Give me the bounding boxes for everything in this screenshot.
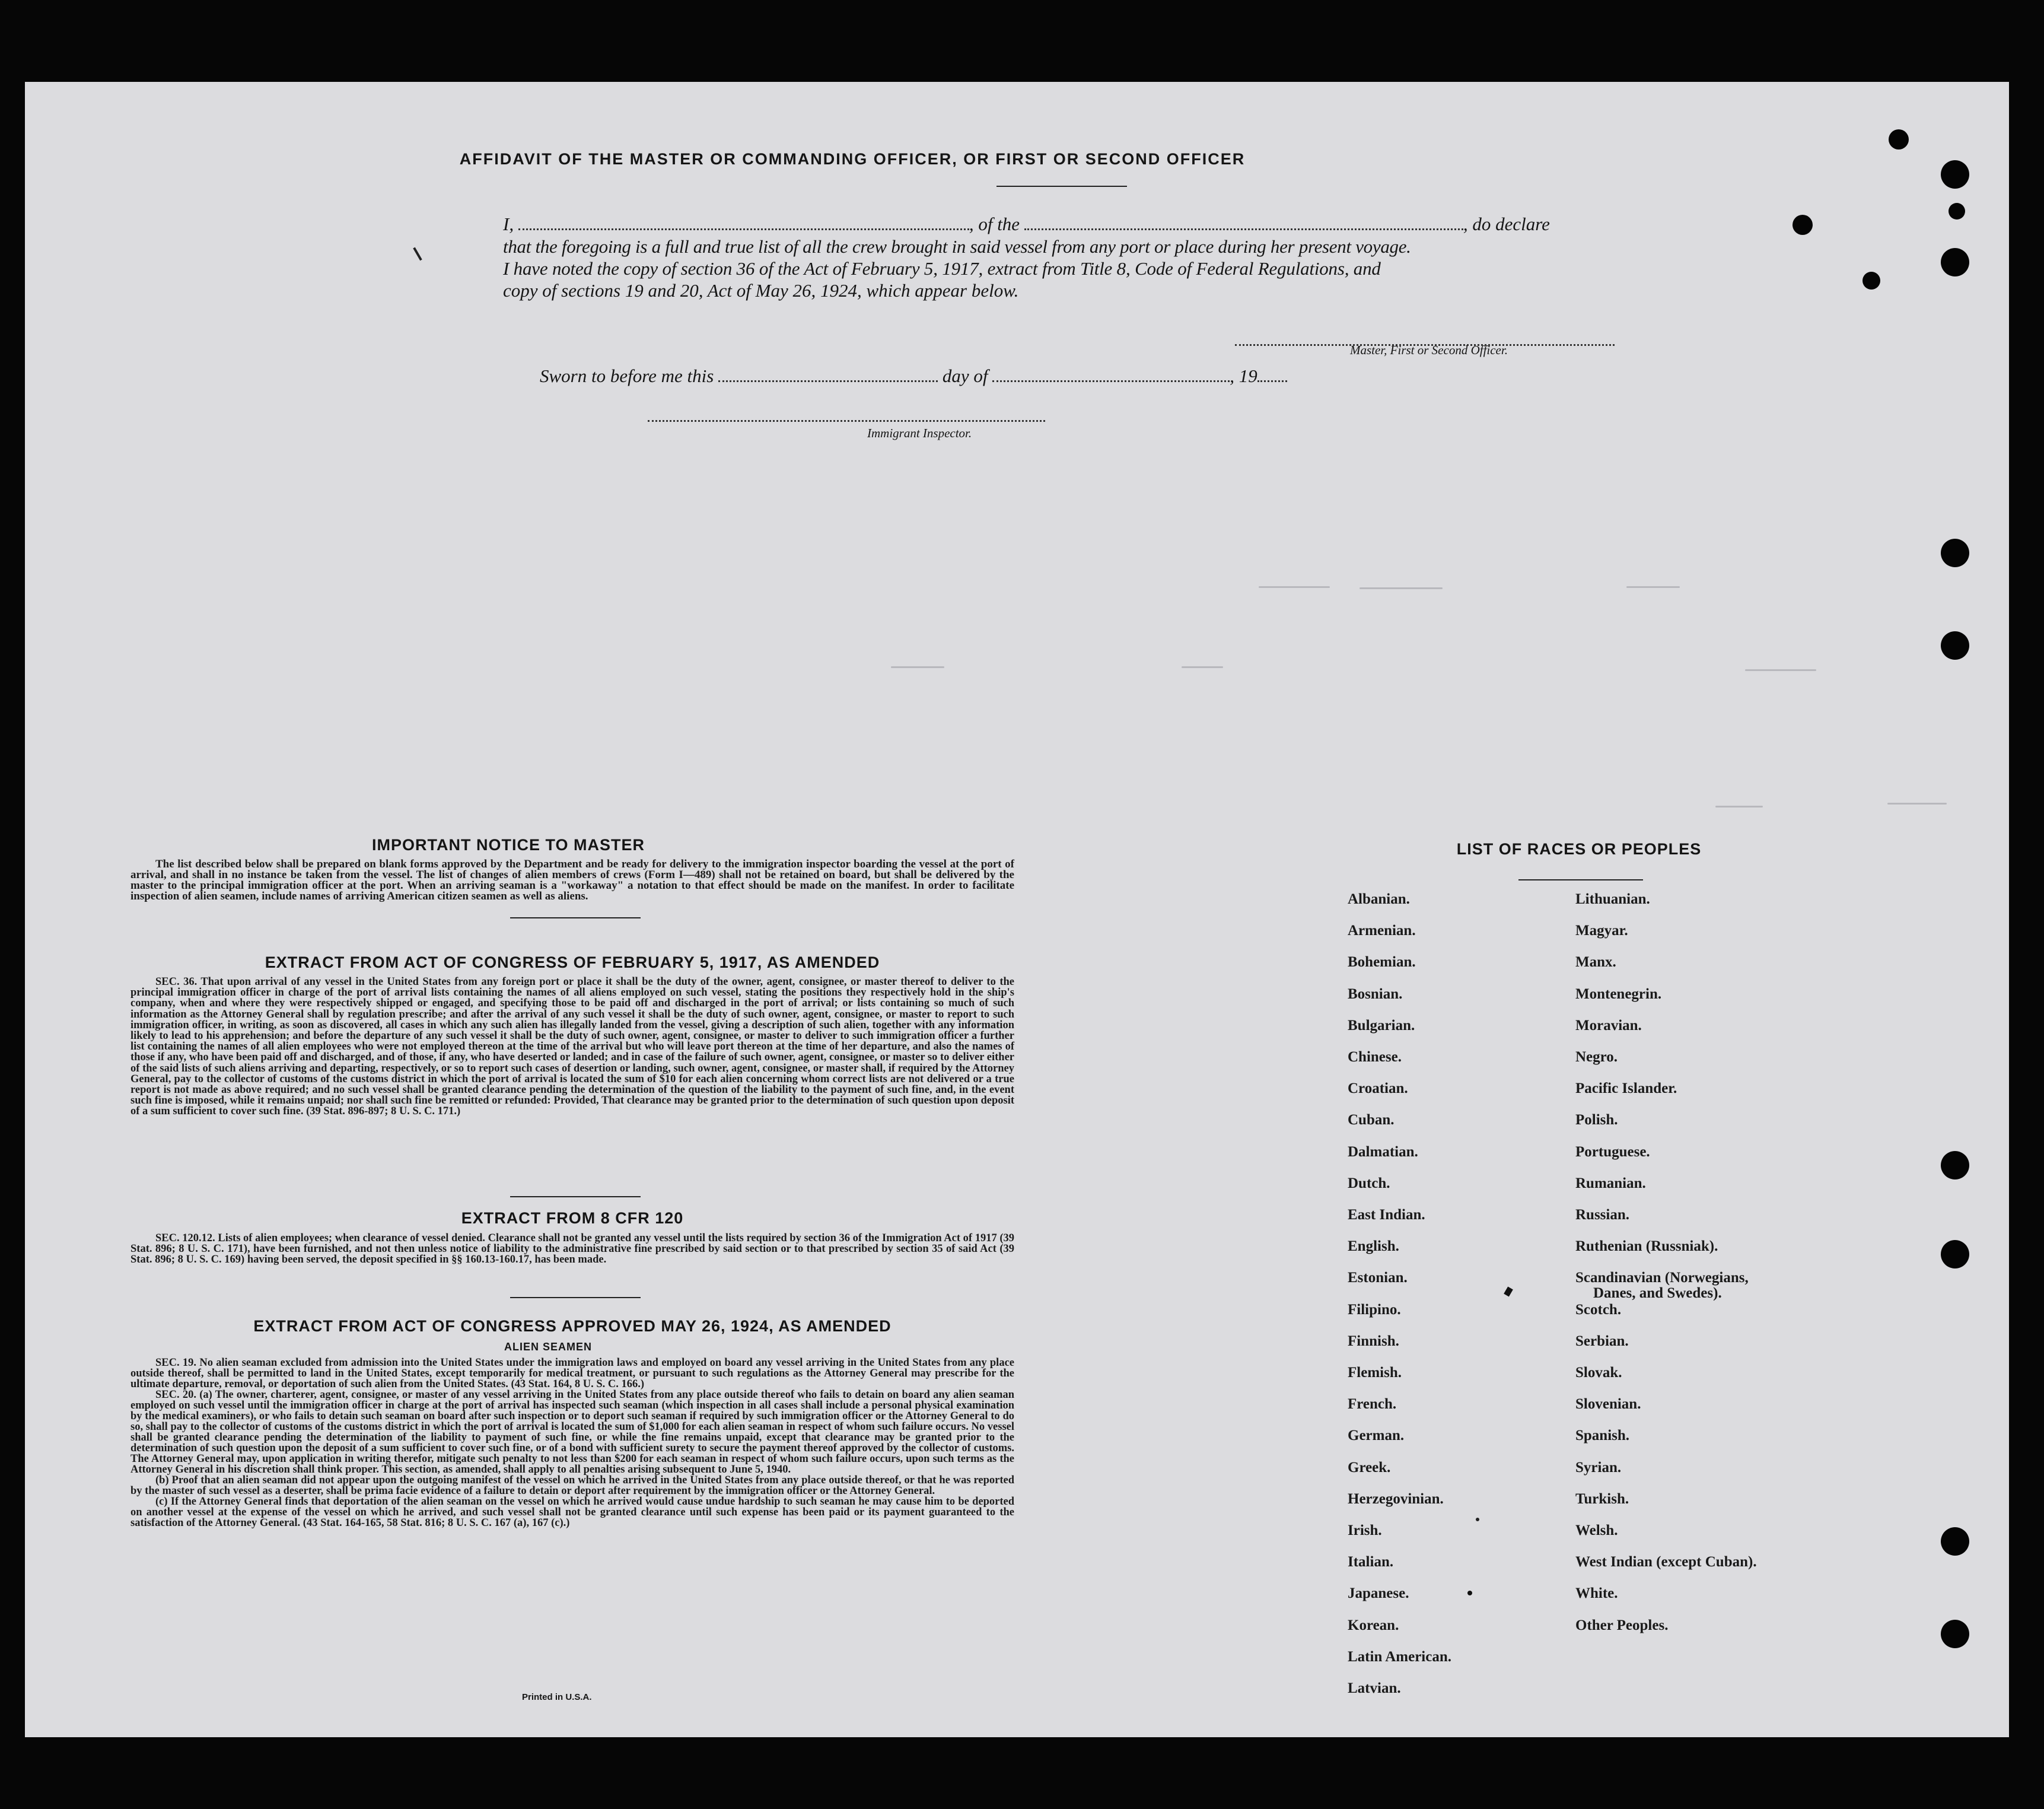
declaration-line-2: that the foregoing is a full and true list of all the crew brought in said vessel from any port or place during her present voyage.: [503, 236, 1411, 257]
affidavit-title: AFFIDAVIT OF THE MASTER OR COMMANDING OFFICER, OR FIRST OR SECOND OFFICER: [459, 150, 1246, 168]
title-rule: [996, 186, 1127, 187]
sworn-prefix: Sworn to before me this: [540, 365, 714, 386]
sec-20a-text: SEC. 20. (a) The owner, charterer, agent, consignee, or master of any vessel arriving in the United States from any place outside thereof who fails to detain on board any alien seaman employed on such vessel until the immigration officer in charge at the port of arrival has inspected such seaman (which inspection in all cases shall include a personal physical examination by the medical examiners), or who fails to detain such seaman on board after such inspection or to deport such seaman if required by such immigration officer or the Attorney General to do so, shall pay to the collector of customs of the customs district in which the port of arrival is located the sum of $1,000 for each alien seaman in respect of whom such failure occurs. No vessel shall be granted clearance pending the determination of the liability to payment of such fine, or while the fine remains unpaid, except that clearance may be granted prior to the determination of such question upon the deposit of a sum sufficient to cover such fine, or of a bond with sufficient surety to secure the payment thereof approved by the collector of customs. The Attorney General may, upon application in writing therefor, mitigate such penalty to not less than $200 for each seaman in respect of whom such failure occurs, upon such terms as the Attorney General in his discretion shall think proper. This section, as amended, shall apply to all penalties arising subsequent to June 5, 1940.: [130, 1389, 1014, 1476]
race-item: Lithuanian.: [1575, 891, 1650, 907]
declarant-prefix: I,: [503, 214, 514, 234]
punch-hole: [1941, 631, 1969, 660]
vessel-prefix: , of the: [969, 214, 1020, 234]
notice-text: The list described below shall be prepared on blank forms approved by the Department and be ready for delivery to the immigration inspector boarding the vessel at the port of arrival, and shall in no instance be taken from the vessel. The list of changes of alien members of crews (Form I—489) shall not be retained on board, but shall be delivered by the master to the principal immigration officer at the port. When an arriving seaman is a "workaway" a notation to that effect should be made on the manifest. In order to facilitate inspection of alien seamen, include names of arriving American citizen seamen as well as aliens.: [130, 858, 1014, 902]
race-item: Bohemian.: [1348, 954, 1416, 971]
extract-cfr-rule: [510, 1297, 641, 1298]
race-item: Polish.: [1575, 1112, 1618, 1128]
stray-mark: [1476, 1518, 1479, 1521]
sworn-year-prefix: , 19: [1230, 365, 1257, 386]
race-item: Korean.: [1348, 1617, 1399, 1633]
inspector-signature-field[interactable]: [648, 407, 1045, 422]
bleed-through-mark: [1887, 803, 1947, 805]
sworn-year-field[interactable]: [1257, 367, 1287, 382]
race-item: White.: [1575, 1585, 1618, 1602]
race-item: Japanese.: [1348, 1585, 1409, 1602]
race-item: Bulgarian.: [1348, 1017, 1415, 1034]
sworn-day-of: day of: [942, 365, 988, 386]
race-item: Portuguese.: [1575, 1143, 1650, 1160]
printed-in-usa: Printed in U.S.A.: [522, 1692, 592, 1702]
race-item: West Indian (except Cuban).: [1575, 1554, 1757, 1570]
notice-title: IMPORTANT NOTICE TO MASTER: [372, 836, 645, 854]
alien-seamen-subtitle: ALIEN SEAMEN: [504, 1341, 593, 1353]
punch-hole: [1941, 539, 1969, 567]
race-item: Turkish.: [1575, 1490, 1629, 1507]
race-item: Cuban.: [1348, 1112, 1394, 1128]
extract-cfr-text: SEC. 120.12. Lists of alien employees; when clearance of vessel denied. Clearance shall not be granted any vessel until the lists required by section 36 of the Immigration Act of 1917 (39 Stat. 896; 8 U. S. C. 171), have been furnished, and not then unless notice of liability to the administrative fine prescribed by said section or to that prescribed by section 35 of said Act (39 Stat. 896; 8 U. S. C. 169) having been served, the deposit specified in §§ 160.13-160.17, has been made.: [130, 1232, 1014, 1266]
race-item: Dutch.: [1348, 1175, 1390, 1191]
stray-mark: [1467, 1591, 1472, 1595]
race-item: Scotch.: [1575, 1301, 1622, 1318]
bleed-through-mark: [1626, 586, 1680, 588]
sec-20b-text: (b) Proof that an alien seaman did not appear upon the outgoing manifest of the vessel on which he arrived in the United States from any place outside thereof, or that he was reported by the master of such vessel as a deserter, shall be prima facie evidence of a failure to detain or deport after requirement by the immigration officer or the Attorney General.: [130, 1474, 1014, 1497]
bleed-through-mark: [891, 666, 944, 668]
declaration-line-1: [503, 214, 1550, 235]
race-item: Montenegrin.: [1575, 985, 1662, 1002]
race-item: Negro.: [1575, 1049, 1618, 1065]
inspector-caption: Immigrant Inspector.: [867, 426, 972, 440]
race-item: Rumanian.: [1575, 1175, 1646, 1191]
bleed-through-mark: [1182, 666, 1223, 668]
punch-hole: [1889, 129, 1909, 150]
race-item: Slovak.: [1575, 1365, 1622, 1381]
race-item: Flemish.: [1348, 1365, 1402, 1381]
bleed-through-mark: [1360, 587, 1443, 589]
bleed-through-mark: [1715, 806, 1763, 807]
punch-hole: [1941, 248, 1969, 276]
punch-hole: [1941, 160, 1969, 189]
sec-20c-text: (c) If the Attorney General finds that deportation of the alien seaman on the vessel on which he arrived would cause undue hardship to such seaman he may cause him to be deported on another vessel at the expense of the vessel on which he arrived, and such vessel shall not be granted clearance until such expense has been paid or its payment guaranteed to the satisfaction of the Attorney General. (43 Stat. 164-165, 58 Stat. 816; 8 U. S. C. 167 (a), 167 (c).): [130, 1496, 1014, 1529]
race-item: Estonian.: [1348, 1270, 1408, 1286]
race-item: East Indian.: [1348, 1207, 1425, 1223]
declaration-line-3: I have noted the copy of section 36 of the Act of February 5, 1917, extract from Title 8, Code of Federal Regulations, and: [503, 258, 1381, 279]
race-item: Danes, and Swedes).: [1593, 1285, 1722, 1302]
race-item: Finnish.: [1348, 1333, 1399, 1349]
race-item: German.: [1348, 1428, 1405, 1444]
punch-hole: [1941, 1620, 1969, 1648]
punch-hole: [1941, 1527, 1969, 1556]
race-item: Albanian.: [1348, 891, 1410, 907]
race-item: Ruthenian (Russniak).: [1575, 1238, 1718, 1255]
document-page: [25, 82, 2009, 1737]
race-item: English.: [1348, 1238, 1399, 1255]
race-item: Irish.: [1348, 1522, 1382, 1538]
declare-text: , do declare: [1463, 214, 1550, 234]
sworn-day-field[interactable]: [718, 367, 938, 382]
race-item: Latin American.: [1348, 1648, 1451, 1665]
extract-cfr-title: EXTRACT FROM 8 CFR 120: [461, 1209, 684, 1227]
race-item: Spanish.: [1575, 1428, 1630, 1444]
race-item: Croatian.: [1348, 1080, 1408, 1097]
race-item: Welsh.: [1575, 1522, 1618, 1538]
bleed-through-mark: [1745, 669, 1816, 671]
race-item: Slovenian.: [1575, 1396, 1641, 1413]
race-item: Scandinavian (Norwegians,: [1575, 1270, 1749, 1286]
sworn-line: [540, 365, 1287, 387]
races-title: LIST OF RACES OR PEOPLES: [1456, 840, 1702, 858]
stray-mark: [413, 247, 422, 261]
race-item: Armenian.: [1348, 923, 1416, 939]
race-item: Moravian.: [1575, 1017, 1642, 1034]
sec-19-text: SEC. 19. No alien seaman excluded from admission into the United States under the immigration laws and employed on board any vessel arriving in the United States from any place outside thereof, shall be permitted to land in the United States, except temporarily for medical treatment, or pursuant to such regulations as the Attorney General may prescribe for the ultimate departure, removal, or deportation of such alien from the United States. (43 Stat. 164, 8 U. S. C. 166.): [130, 1357, 1014, 1390]
punch-hole: [1862, 272, 1880, 290]
punch-hole: [1793, 215, 1813, 235]
punch-hole: [1949, 203, 1965, 220]
race-item: Pacific Islander.: [1575, 1080, 1677, 1097]
race-item: Bosnian.: [1348, 985, 1403, 1002]
race-item: Italian.: [1348, 1554, 1394, 1570]
punch-hole: [1941, 1151, 1969, 1179]
bleed-through-mark: [1259, 586, 1330, 588]
race-item: Herzegovinian.: [1348, 1490, 1444, 1507]
race-item: Manx.: [1575, 954, 1616, 971]
extract-1917-text: SEC. 36. That upon arrival of any vessel in the United States from any foreign port or place it shall be the duty of the owner, agent, consignee, or master thereof to deliver to the principal immigration officer in charge of the port of arrival lists containing the names of all aliens employed on such vessel, stating the positions they respectively hold in the ship's company, when and where they were respectively shipped or engaged, and specifying those to be paid off and discharged in the port of arrival; or lists containing so much of such information as the Attorney General shall by regulation prescribe; and after the arrival of any such vessel it shall be the duty of such owner, agent, consignee, or master to report to such immigration officer, in writing, as soon as discovered, all cases in which any such alien has illegally landed from the vessel, giving a description of such alien, together with any information likely to lead to his apprehension; and before the departure of any such vessel it shall be the duty of such owner, agent, consignee, or master to deliver to such immigration officer a further list containing the names of all alien employees who were not employed thereon at the time of the arrival but who will leave port thereon at the time of her departure, and also the names of those if any, who have been paid off and discharged, and of those, if any, who have deserted or landed; and in case of the failure of such owner, agent, consignee, or master so to deliver either of the said lists of such aliens arriving and departing, respectively, or so to report such cases of desertion or landing, such owner, agent, consignee, or master shall, if required by the Attorney General, pay to the collector of customs of the customs district in which the port of arrival is located the sum of $10 for each alien concerning whom correct lists are not delivered or a true report is not made as above required; and no such vessel shall be granted clearance pending the determination of the question of the liability to the payment of such fine, and, in the event such fine is imposed, while it remains unpaid; nor shall such fine be remitted or refunded: Provided, That clearance may be granted prior to the determination of such question upon deposit of a sum sufficient to cover such fine. (39 Stat. 896-897; 8 U. S. C. 171.): [130, 976, 1014, 1118]
race-item: Magyar.: [1575, 923, 1628, 939]
master-caption: Master, First or Second Officer.: [1350, 343, 1508, 357]
vessel-name-field[interactable]: [1024, 215, 1463, 230]
declarant-name-field[interactable]: [518, 215, 969, 230]
race-item: Greek.: [1348, 1459, 1391, 1476]
declaration-line-4: copy of sections 19 and 20, Act of May 26, 1924, which appear below.: [503, 280, 1019, 301]
extract-1924-text: [130, 1357, 1014, 1528]
extract-1917-rule: [510, 1196, 641, 1197]
stray-mark: [1504, 1286, 1513, 1296]
race-item: Latvian.: [1348, 1680, 1401, 1696]
race-item: Syrian.: [1575, 1459, 1622, 1476]
extract-1924-title: EXTRACT FROM ACT OF CONGRESS APPROVED MAY 26, 1924, AS AMENDED: [253, 1317, 892, 1335]
race-item: Filipino.: [1348, 1301, 1401, 1318]
race-item: Serbian.: [1575, 1333, 1629, 1349]
race-item: French.: [1348, 1396, 1397, 1413]
race-item: Russian.: [1575, 1207, 1630, 1223]
punch-hole: [1941, 1240, 1969, 1268]
races-rule: [1518, 879, 1643, 880]
extract-1917-title: EXTRACT FROM ACT OF CONGRESS OF FEBRUARY 5, 1917, AS AMENDED: [265, 953, 880, 971]
race-item: Other Peoples.: [1575, 1617, 1669, 1633]
race-item: Chinese.: [1348, 1049, 1402, 1065]
notice-rule: [510, 917, 641, 918]
sworn-month-field[interactable]: [992, 367, 1230, 382]
race-item: Dalmatian.: [1348, 1143, 1418, 1160]
